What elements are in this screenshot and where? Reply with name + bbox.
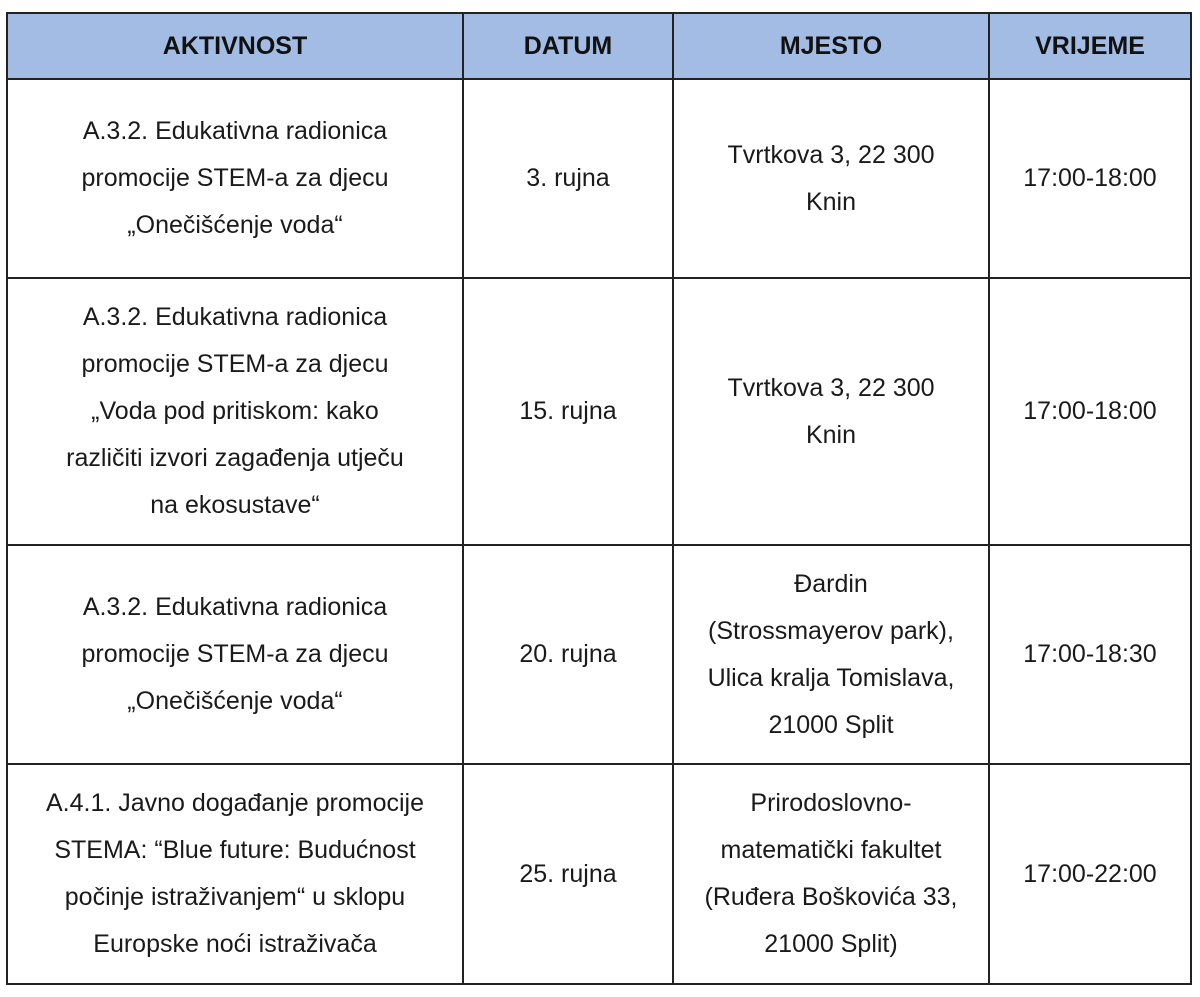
cell-text-line: STEMA: “Blue future: Budućnost [54, 836, 416, 864]
table-row [7, 545, 1191, 764]
cell-text-line: matematički fakultet [720, 836, 942, 864]
cell-text-line: Tvrtkova 3, 22 300 [727, 373, 935, 402]
cell-mjesto [673, 764, 989, 984]
cell-text-line: (Ruđera Boškovića 33, [704, 883, 958, 911]
cell-text-line: Europske noći istraživača [93, 930, 377, 958]
cell-datum: 20. rujna [463, 545, 673, 764]
cell-text-line: „Onečišćenje voda“ [127, 211, 343, 239]
header-vrijeme: VRIJEME [989, 13, 1191, 79]
cell-text-line: Knin [805, 187, 857, 216]
cell-text-line: A.3.2. Edukativna radionica [82, 117, 388, 145]
header-aktivnost: AKTIVNOST [7, 13, 463, 79]
header-mjesto: MJESTO [673, 13, 989, 79]
cell-text-line: Prirodoslovno- [750, 789, 912, 817]
schedule-table [6, 12, 1192, 985]
header-datum: DATUM [463, 13, 673, 79]
cell-text-line: Ulica kralja Tomislava, [707, 663, 955, 692]
cell-text-line: na ekosustave“ [150, 491, 320, 519]
cell-text-line: počinje istraživanjem“ u sklopu [64, 883, 406, 911]
cell-mjesto [673, 79, 989, 278]
cell-aktivnost [7, 278, 463, 545]
cell-text-line: 21000 Split) [764, 930, 898, 958]
cell-text-line: promocije STEM-a za djecu [81, 164, 389, 192]
table-row [7, 79, 1191, 278]
cell-text-line: 21000 Split [768, 710, 894, 739]
cell-vrijeme: 17:00-22:00 [989, 764, 1191, 984]
cell-text-line: A.3.2. Edukativna radionica [82, 593, 388, 621]
cell-text-line: Tvrtkova 3, 22 300 [727, 140, 935, 169]
cell-text-line: Knin [805, 420, 857, 449]
cell-mjesto [673, 278, 989, 545]
cell-text-line: A.4.1. Javno događanje promocije [45, 789, 425, 817]
cell-text-line: A.3.2. Edukativna radionica [82, 303, 388, 331]
cell-datum: 15. rujna [463, 278, 673, 545]
table-row [7, 278, 1191, 545]
cell-text-line: promocije STEM-a za djecu [81, 640, 389, 668]
cell-aktivnost [7, 545, 463, 764]
cell-text-line: različiti izvori zagađenja utječu [66, 444, 404, 472]
cell-aktivnost [7, 764, 463, 984]
cell-vrijeme: 17:00-18:00 [989, 79, 1191, 278]
header-row [7, 13, 1191, 79]
cell-vrijeme: 17:00-18:00 [989, 278, 1191, 545]
cell-mjesto [673, 545, 989, 764]
cell-text-line: „Voda pod pritiskom: kako [91, 397, 379, 425]
cell-text-line: (Strossmayerov park), [708, 616, 954, 645]
cell-text-line: promocije STEM-a za djecu [81, 350, 389, 378]
cell-vrijeme: 17:00-18:30 [989, 545, 1191, 764]
cell-text-line: „Onečišćenje voda“ [127, 687, 343, 715]
cell-datum: 25. rujna [463, 764, 673, 984]
cell-datum: 3. rujna [463, 79, 673, 278]
table-row [7, 764, 1191, 984]
cell-text-line: Đardin [794, 569, 868, 598]
cell-aktivnost [7, 79, 463, 278]
